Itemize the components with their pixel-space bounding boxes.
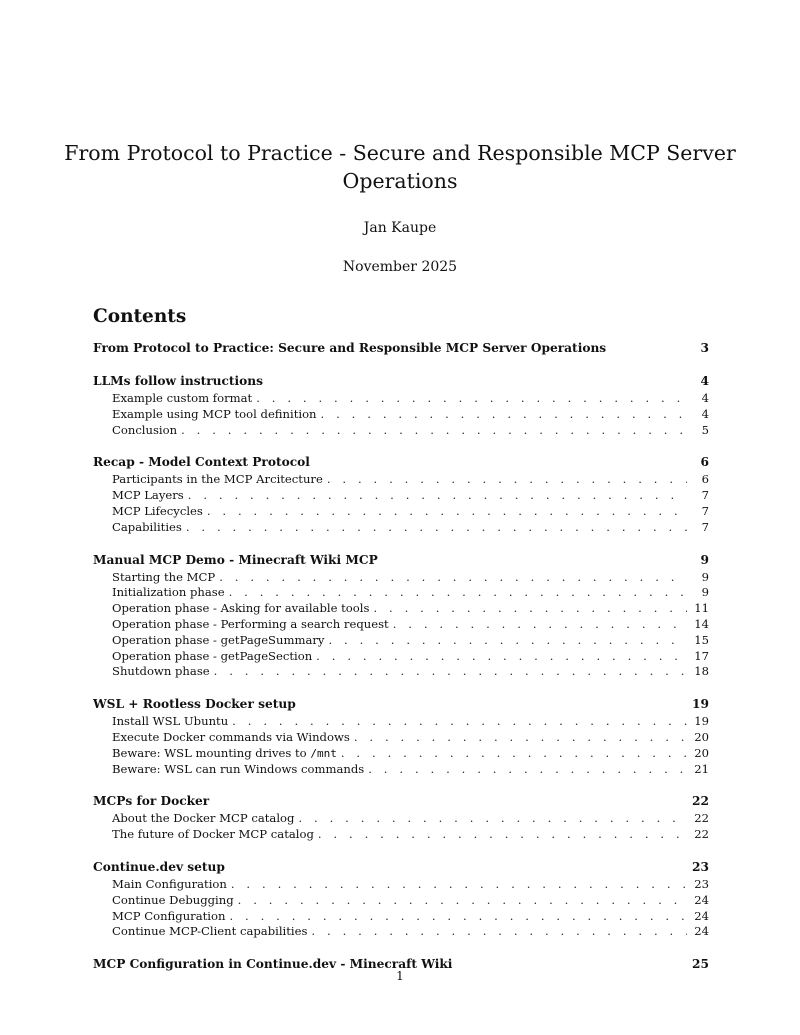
toc-subsection-page: 24 [694, 924, 709, 939]
page-number: 1 [396, 969, 404, 983]
toc-subsection-page: 21 [694, 761, 709, 776]
toc-subsection-text: MCP Layers [112, 488, 184, 503]
toc-subsection-entry[interactable] [93, 585, 709, 601]
toc-subsection-page: 17 [694, 648, 709, 663]
toc-section-title: Continue.dev setup [93, 859, 225, 874]
toc-section-page: 9 [700, 552, 709, 567]
contents-heading: Contents [93, 306, 187, 327]
toc-subsection-page: 11 [694, 601, 709, 616]
toc-dot-leader [354, 730, 687, 746]
toc-dot-leader [229, 909, 687, 925]
toc-subsection-label [112, 504, 203, 520]
toc-section-entry[interactable] [93, 550, 709, 570]
toc-section-page: 23 [692, 859, 709, 874]
toc-section-page: 3 [700, 341, 709, 355]
toc-subsection-page: 7 [701, 488, 709, 503]
toc-section-title: MCPs for Docker [93, 794, 210, 809]
document-date: November 2025 [342, 259, 458, 275]
toc-section-title: Recap - Model Context Protocol [93, 455, 310, 470]
toc-subsection-entry[interactable] [93, 488, 709, 504]
toc-dot-leader [373, 601, 687, 617]
toc-subsection-label [112, 570, 215, 586]
toc-section-entry[interactable] [93, 857, 709, 877]
toc-subsection-entry[interactable] [93, 617, 709, 633]
toc-subsection-text: Participants in the MCP Arcitecture [112, 472, 323, 487]
toc-subsection-page: 15 [694, 632, 709, 647]
toc-dot-leader [318, 827, 687, 843]
toc-subsection-label [112, 746, 337, 762]
toc-subsection-label [112, 811, 294, 827]
toc-subsection-text: Beware: WSL mounting drives to [112, 745, 311, 760]
toc-subsection-page: 9 [701, 585, 709, 600]
toc-section [93, 550, 709, 681]
toc-subsection-page: 22 [694, 827, 709, 842]
toc-section [93, 694, 709, 777]
toc-subsection-entry[interactable] [93, 649, 709, 665]
toc-section [93, 857, 709, 940]
toc-dot-leader [311, 924, 687, 940]
toc-subsection-entry[interactable] [93, 893, 709, 909]
toc-subsection-entry[interactable] [93, 423, 709, 439]
toc-subsection-entry[interactable] [93, 664, 709, 680]
toc-section-title: LLMs follow instructions [93, 374, 264, 388]
toc-subsection-entry[interactable] [93, 391, 709, 407]
toc-subsection-page: 22 [694, 811, 709, 826]
toc-subsection-page: 7 [701, 503, 709, 518]
toc-subsection-text: Operation phase - getPageSection [112, 648, 313, 663]
toc-dot-leader [256, 391, 687, 407]
toc-subsection-label [112, 520, 182, 536]
toc-dot-leader [328, 633, 687, 649]
toc-section-title: WSL + Rootless Docker setup [93, 697, 296, 712]
toc-subsection-text: Starting the MCP [112, 569, 216, 584]
toc-dot-leader [298, 811, 687, 827]
toc-inline-code: /mnt [310, 746, 337, 760]
toc-subsection-page: 20 [694, 729, 709, 744]
toc-subsection-page: 24 [694, 908, 709, 923]
toc-section-page: 19 [692, 697, 709, 712]
toc-subsection-text: Execute Docker commands via Windows [112, 729, 350, 744]
toc-subsection-entry[interactable] [93, 811, 709, 827]
toc-subsection-text: Example custom format [112, 391, 253, 405]
toc-subsection-entry[interactable] [93, 633, 709, 649]
table-of-contents [93, 338, 709, 988]
toc-section-page: 22 [692, 794, 709, 809]
toc-section-page: 4 [700, 374, 709, 388]
toc-dot-leader [321, 407, 687, 423]
toc-section-page: 6 [700, 455, 709, 470]
toc-subsection-entry[interactable] [93, 746, 709, 762]
toc-subsection-label [112, 893, 234, 909]
toc-section [93, 791, 709, 843]
toc-subsection-entry[interactable] [93, 570, 709, 586]
toc-subsection-label [112, 633, 324, 649]
toc-subsection-label [112, 924, 307, 940]
toc-section-entry[interactable] [93, 338, 709, 358]
toc-subsection-page: 19 [694, 714, 709, 729]
toc-subsection-page: 6 [701, 472, 709, 487]
toc-subsection-label [112, 762, 364, 778]
toc-subsection-text: MCP Configuration [112, 908, 226, 923]
toc-subsection-label [112, 714, 228, 730]
toc-subsection-page: 5 [701, 422, 709, 437]
toc-subsection-text: Operation phase - getPageSummary [112, 632, 325, 647]
toc-subsection-label [112, 649, 312, 665]
toc-subsection-text: Continue MCP-Client capabilities [112, 924, 308, 939]
toc-dot-leader [232, 714, 687, 730]
toc-subsection-text: About the Docker MCP catalog [112, 811, 295, 826]
toc-section-entry[interactable] [93, 452, 709, 472]
toc-dot-leader [327, 472, 687, 488]
toc-section-entry[interactable] [93, 791, 709, 811]
toc-subsection-entry[interactable] [93, 407, 709, 423]
toc-subsection-text: The future of Docker MCP catalog [112, 827, 314, 842]
toc-subsection-page: 14 [694, 616, 709, 631]
toc-subsection-label [112, 601, 369, 617]
toc-subsection-entry[interactable] [93, 714, 709, 730]
toc-subsection-label [112, 877, 227, 893]
toc-subsection-entry[interactable] [93, 924, 709, 940]
toc-subsection-entry[interactable] [93, 827, 709, 843]
toc-subsection-text: Initialization phase [112, 585, 225, 600]
toc-subsection-page: 9 [701, 569, 709, 584]
toc-subsection-entry[interactable] [93, 909, 709, 925]
toc-subsection-text: Operation phase - Asking for available tools [112, 601, 370, 616]
toc-dot-leader [231, 877, 687, 893]
toc-subsection-text: Example using MCP tool definition [112, 406, 317, 421]
toc-subsection-label [112, 407, 317, 423]
document-title: From Protocol to Practice - Secure and Responsible MCP Server Operations [64, 141, 736, 193]
toc-subsection-text: Beware: WSL can run Windows commands [112, 761, 365, 776]
toc-subsection-text: MCP Lifecycles [112, 503, 203, 518]
toc-dot-leader [207, 504, 687, 520]
toc-subsection-label [112, 472, 323, 488]
toc-subsection-entry[interactable] [93, 504, 709, 520]
toc-subsection-entry[interactable] [93, 601, 709, 617]
toc-section [93, 371, 709, 438]
toc-subsection-label [112, 827, 314, 843]
toc-subsection-page: 20 [694, 745, 709, 760]
toc-dot-leader [186, 520, 687, 536]
toc-subsection-entry[interactable] [93, 472, 709, 488]
toc-dot-leader [393, 617, 687, 633]
toc-subsection-text: Continue Debugging [112, 892, 234, 907]
toc-subsection-label [112, 423, 177, 439]
document-author: Jan Kaupe [363, 220, 437, 236]
toc-subsection-text: Install WSL Ubuntu [112, 714, 229, 729]
toc-section [93, 338, 709, 358]
toc-subsection-text: Conclusion [112, 422, 178, 437]
toc-dot-leader [238, 893, 687, 909]
toc-subsection-label [112, 488, 184, 504]
toc-subsection-page: 18 [694, 664, 709, 679]
toc-subsection-page: 4 [701, 406, 709, 421]
toc-dot-leader [214, 664, 687, 680]
toc-subsection-entry[interactable] [93, 762, 709, 778]
toc-dot-leader [229, 585, 687, 601]
toc-subsection-text: Capabilities [112, 519, 182, 534]
toc-dot-leader [188, 488, 687, 504]
toc-section-title: From Protocol to Practice: Secure and Responsible MCP Server Operations [93, 341, 607, 355]
toc-subsection-page: 24 [694, 892, 709, 907]
toc-subsection-label [112, 391, 252, 407]
toc-dot-leader [341, 746, 687, 762]
toc-subsection-label [112, 585, 225, 601]
toc-subsection-label [112, 909, 225, 925]
toc-section-title: MCP Configuration in Continue.dev - Minecraft Wiki [93, 957, 453, 972]
toc-subsection-entry[interactable] [93, 877, 709, 893]
toc-subsection-label [112, 617, 389, 633]
toc-subsection-page: 4 [701, 391, 709, 405]
toc-subsection-label [112, 730, 350, 746]
toc-section-entry[interactable] [93, 371, 709, 391]
toc-section [93, 452, 709, 535]
toc-section-title: Manual MCP Demo - Minecraft Wiki MCP [93, 552, 378, 567]
toc-section-page: 25 [692, 957, 709, 972]
toc-subsection-entry[interactable] [93, 520, 709, 536]
toc-subsection-label [112, 664, 210, 680]
toc-subsection-text: Main Configuration [112, 876, 227, 891]
toc-dot-leader [219, 570, 687, 586]
toc-subsection-entry[interactable] [93, 730, 709, 746]
toc-dot-leader [368, 762, 687, 778]
toc-dot-leader [181, 423, 687, 439]
toc-subsection-page: 7 [701, 519, 709, 534]
toc-subsection-page: 23 [694, 876, 709, 891]
toc-subsection-text: Shutdown phase [112, 664, 210, 679]
toc-subsection-text: Operation phase - Performing a search request [112, 616, 389, 631]
toc-dot-leader [316, 649, 687, 665]
toc-section-entry[interactable] [93, 694, 709, 714]
